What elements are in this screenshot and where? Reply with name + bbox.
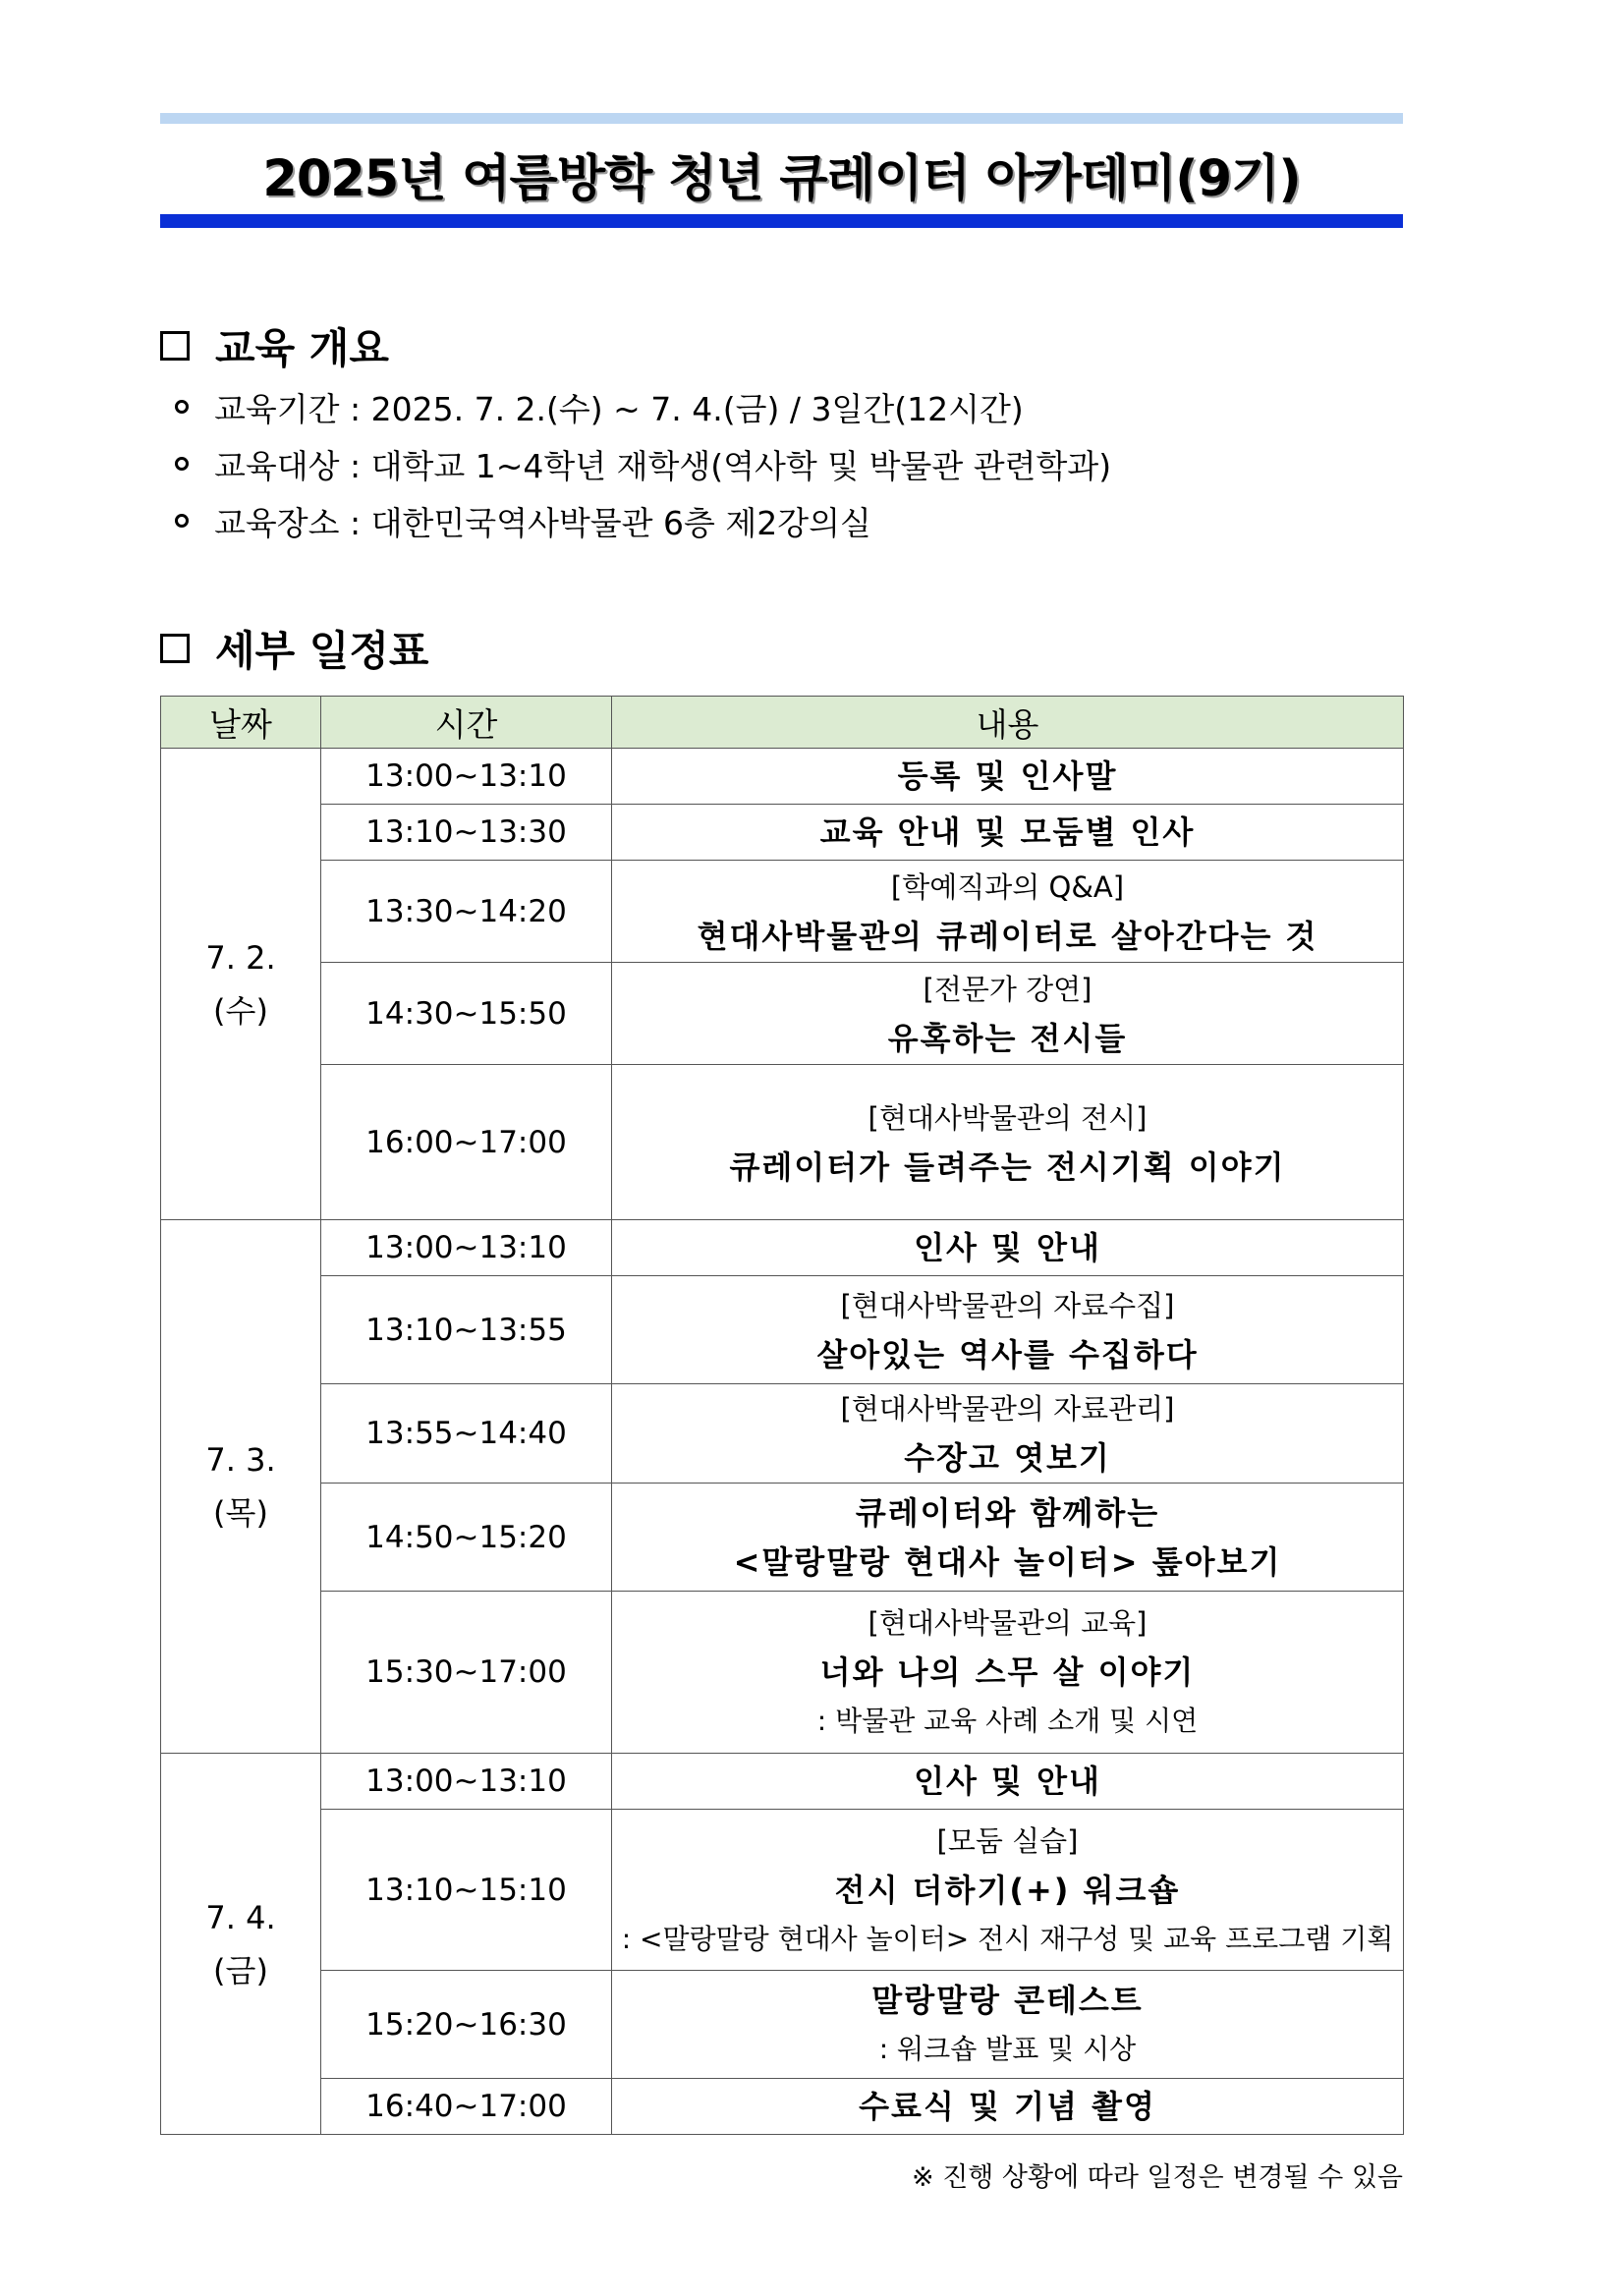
time-cell: 13:55~14:40 bbox=[321, 1384, 612, 1484]
content-cell bbox=[612, 1384, 1404, 1484]
table-header-row bbox=[161, 697, 1404, 749]
content-cell bbox=[612, 1754, 1404, 1810]
date-text: 7. 2. bbox=[205, 938, 276, 977]
content-cell bbox=[612, 1220, 1404, 1276]
weekday-text: (목) bbox=[213, 1494, 268, 1532]
session-description: : <말랑말랑 현대사 놀이터> 전시 재구성 및 교육 프로그램 기획 bbox=[621, 1922, 1394, 1955]
session-tag: [현대사박물관의 전시] bbox=[868, 1100, 1148, 1135]
date-cell bbox=[161, 1754, 321, 2135]
overview-text: 교육대상 : 대학교 1~4학년 재학생(역사학 및 박물관 관련학과) bbox=[214, 446, 1112, 485]
session-title: 유혹하는 전시들 bbox=[887, 1019, 1128, 1057]
content-cell bbox=[612, 805, 1404, 861]
overview-text: 교육기간 : 2025. 7. 2.(수) ~ 7. 4.(금) / 3일간(12시간) bbox=[214, 389, 1024, 428]
checkbox-square-icon bbox=[160, 634, 190, 663]
session-title: 전시 더하기(+) 워크숍 bbox=[834, 1871, 1181, 1909]
section-heading-text: 세부 일정표 bbox=[215, 627, 429, 675]
table-row bbox=[161, 1971, 1404, 2079]
table-row bbox=[161, 861, 1404, 963]
time-cell: 15:20~16:30 bbox=[321, 1971, 612, 2079]
overview-item-target bbox=[175, 435, 1111, 492]
content-cell bbox=[612, 1810, 1404, 1971]
table-row bbox=[161, 1276, 1404, 1384]
session-tag: [모둠 실습] bbox=[936, 1823, 1079, 1858]
session-title: 말랑말랑 콘테스트 bbox=[871, 1981, 1144, 2019]
time-cell: 16:40~17:00 bbox=[321, 2079, 612, 2135]
time-cell: 13:10~13:55 bbox=[321, 1276, 612, 1384]
footnote-note: ※ 진행 상황에 따라 일정은 변경될 수 있음 bbox=[911, 2162, 1403, 2193]
content-cell bbox=[612, 749, 1404, 805]
header-date: 날짜 bbox=[161, 697, 321, 749]
circle-bullet-icon bbox=[175, 400, 189, 414]
content-cell bbox=[612, 1592, 1404, 1754]
table-row bbox=[161, 1754, 1404, 1810]
header-time: 시간 bbox=[321, 697, 612, 749]
time-cell: 16:00~17:00 bbox=[321, 1065, 612, 1220]
session-title: 등록 및 인사말 bbox=[897, 757, 1118, 795]
header-content: 내용 bbox=[612, 697, 1404, 749]
session-title: 수료식 및 기념 촬영 bbox=[859, 2088, 1156, 2125]
content-cell bbox=[612, 2079, 1404, 2135]
time-cell: 14:50~15:20 bbox=[321, 1484, 612, 1592]
session-title: 큐레이터가 들려주는 전시기획 이야기 bbox=[729, 1148, 1286, 1186]
table-row bbox=[161, 1592, 1404, 1754]
table-row bbox=[161, 963, 1404, 1065]
weekday-text: (금) bbox=[213, 1951, 268, 1989]
overview-list bbox=[175, 378, 1111, 549]
time-cell: 13:10~15:10 bbox=[321, 1810, 612, 1971]
session-description: : 박물관 교육 사례 소개 및 시연 bbox=[816, 1705, 1199, 1737]
content-cell bbox=[612, 1065, 1404, 1220]
content-cell bbox=[612, 1484, 1404, 1592]
session-title: 인사 및 안내 bbox=[914, 1229, 1101, 1266]
title-underline-rule bbox=[160, 214, 1403, 228]
page-title: 2025년 여름방학 청년 큐레이터 아카데미(9기) bbox=[262, 150, 1301, 208]
time-cell: 13:10~13:30 bbox=[321, 805, 612, 861]
session-tag: [학예직과의 Q&A] bbox=[890, 869, 1125, 904]
session-title: 인사 및 안내 bbox=[914, 1763, 1101, 1800]
checkbox-square-icon bbox=[160, 331, 190, 361]
session-description: : 워크숍 발표 및 시상 bbox=[878, 2032, 1137, 2065]
table-row bbox=[161, 1065, 1404, 1220]
content-cell bbox=[612, 1276, 1404, 1384]
section-heading-overview bbox=[160, 316, 389, 375]
table-row bbox=[161, 1810, 1404, 1971]
session-title: 현대사박물관의 큐레이터로 살아간다는 것 bbox=[697, 917, 1318, 955]
content-cell bbox=[612, 1971, 1404, 2079]
content-cell bbox=[612, 861, 1404, 963]
weekday-text: (수) bbox=[213, 991, 268, 1030]
content-cell bbox=[612, 963, 1404, 1065]
table-row bbox=[161, 2079, 1404, 2135]
overview-item-period bbox=[175, 378, 1111, 435]
time-cell: 13:30~14:20 bbox=[321, 861, 612, 963]
time-cell: 13:00~13:10 bbox=[321, 749, 612, 805]
session-tag: [전문가 강연] bbox=[923, 972, 1092, 1006]
table-row bbox=[161, 1484, 1404, 1592]
top-decorative-rule bbox=[160, 113, 1403, 124]
table-row bbox=[161, 1384, 1404, 1484]
session-tag: [현대사박물관의 교육] bbox=[868, 1606, 1148, 1640]
schedule-table bbox=[160, 696, 1404, 2135]
session-title: 수장고 엿보기 bbox=[904, 1439, 1111, 1477]
session-tag: [현대사박물관의 자료관리] bbox=[840, 1392, 1175, 1426]
date-cell bbox=[161, 1220, 321, 1754]
time-cell: 13:00~13:10 bbox=[321, 1754, 612, 1810]
time-cell: 15:30~17:00 bbox=[321, 1592, 612, 1754]
circle-bullet-icon bbox=[175, 457, 189, 471]
section-heading-schedule bbox=[160, 619, 428, 678]
session-tag: [현대사박물관의 자료수집] bbox=[840, 1288, 1175, 1322]
time-cell: 14:30~15:50 bbox=[321, 963, 612, 1065]
overview-item-location bbox=[175, 492, 1111, 549]
table-row bbox=[161, 1220, 1404, 1276]
overview-text: 교육장소 : 대한민국역사박물관 6층 제2강의실 bbox=[214, 503, 871, 542]
time-cell: 13:00~13:10 bbox=[321, 1220, 612, 1276]
circle-bullet-icon bbox=[175, 514, 189, 528]
session-title: 교육 안내 및 모둠별 인사 bbox=[819, 813, 1196, 851]
table-row bbox=[161, 805, 1404, 861]
section-heading-text: 교육 개요 bbox=[215, 324, 389, 372]
session-title-line2: <말랑말랑 현대사 놀이터> 톺아보기 bbox=[733, 1542, 1282, 1581]
date-text: 7. 3. bbox=[205, 1441, 276, 1479]
date-text: 7. 4. bbox=[205, 1898, 276, 1936]
date-cell bbox=[161, 749, 321, 1220]
session-title: 살아있는 역사를 수집하다 bbox=[816, 1335, 1199, 1373]
session-title: 큐레이터와 함께하는 bbox=[855, 1493, 1160, 1532]
table-row bbox=[161, 749, 1404, 805]
session-title: 너와 나의 스무 살 이야기 bbox=[819, 1653, 1196, 1691]
